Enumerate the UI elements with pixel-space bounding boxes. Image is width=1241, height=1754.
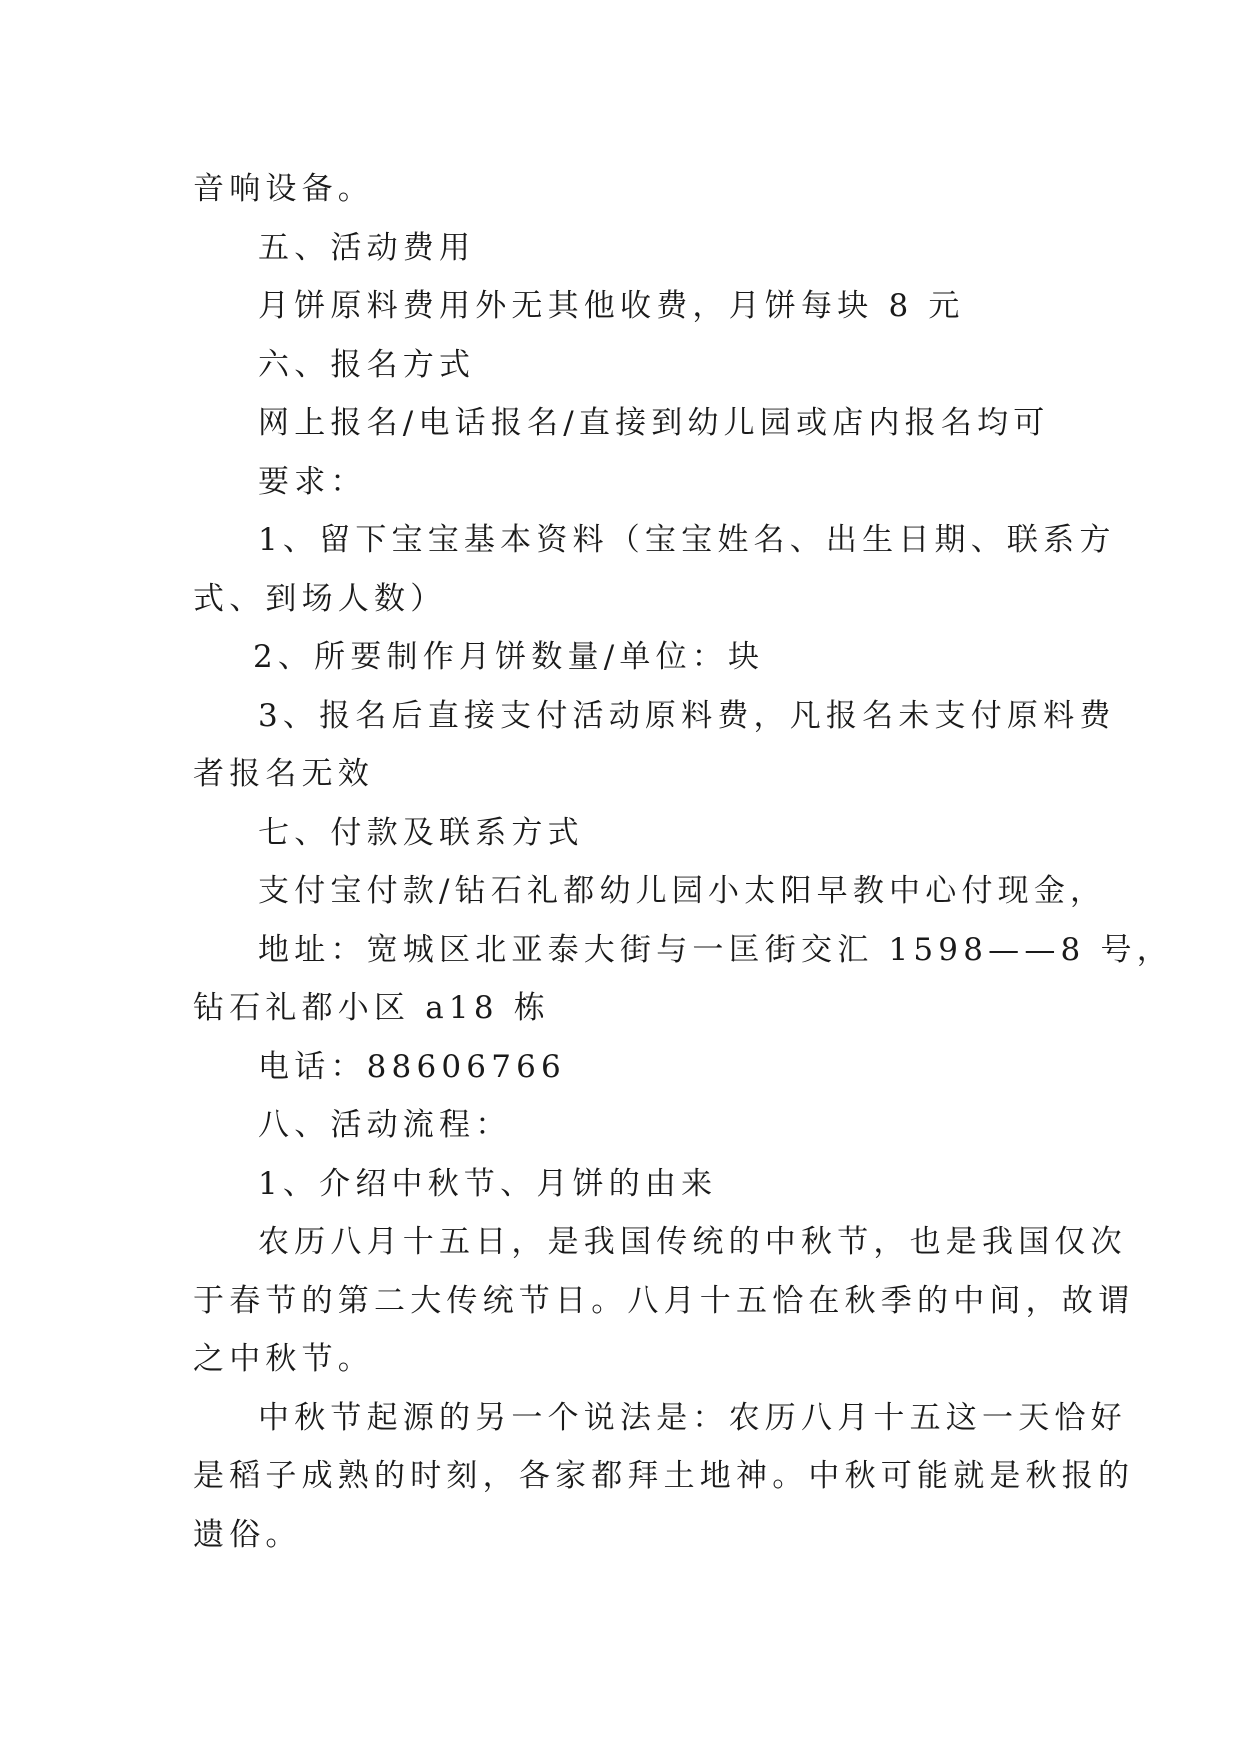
text-line: 月饼原料费用外无其他收费，月饼每块 8 元 xyxy=(258,288,965,324)
section-heading: 六、报名方式 xyxy=(258,346,476,383)
text-line: 支付宝付款/钻石礼都幼儿园小太阳早教中心付现金， xyxy=(258,873,1107,909)
text-line: 3、报名后直接支付活动原料费，凡报名未支付原料费 xyxy=(258,697,1116,734)
text-line: 式、到场人数） xyxy=(193,580,447,617)
text-line: 要求： xyxy=(258,463,367,500)
text-line: 遗俗。 xyxy=(193,1516,302,1553)
text-line: 中秋节起源的另一个说法是：农历八月十五这一天恰好 xyxy=(258,1399,1127,1436)
section-heading: 七、付款及联系方式 xyxy=(258,814,584,851)
section-heading: 五、活动费用 xyxy=(258,229,476,266)
text-line: 之中秋节。 xyxy=(193,1341,374,1377)
text-line: 1、留下宝宝基本资料（宝宝姓名、出生日期、联系方 xyxy=(258,522,1116,558)
document-body xyxy=(193,160,1173,1564)
text-line: 者报名无效 xyxy=(193,756,374,792)
section-heading: 八、活动流程： xyxy=(258,1107,512,1143)
text-line: 农历八月十五日，是我国传统的中秋节，也是我国仅次 xyxy=(258,1224,1127,1260)
text-line: 地址：宽城区北亚泰大街与一匡街交汇 1598——8 号， xyxy=(258,931,1173,968)
text-line: 2、所要制作月饼数量/单位：块 xyxy=(253,639,765,675)
text-line: 电话：88606766 xyxy=(258,1048,566,1085)
text-line: 钻石礼都小区 a18 栋 xyxy=(193,990,551,1026)
text-line: 是稻子成熟的时刻，各家都拜土地神。中秋可能就是秋报的 xyxy=(193,1458,1135,1494)
text-line: 音响设备。 xyxy=(193,171,374,207)
text-line: 1、介绍中秋节、月饼的由来 xyxy=(258,1165,718,1202)
text-line: 网上报名/电话报名/直接到幼儿园或店内报名均可 xyxy=(258,405,1050,441)
text-line: 于春节的第二大传统节日。八月十五恰在秋季的中间，故谓 xyxy=(193,1282,1135,1319)
